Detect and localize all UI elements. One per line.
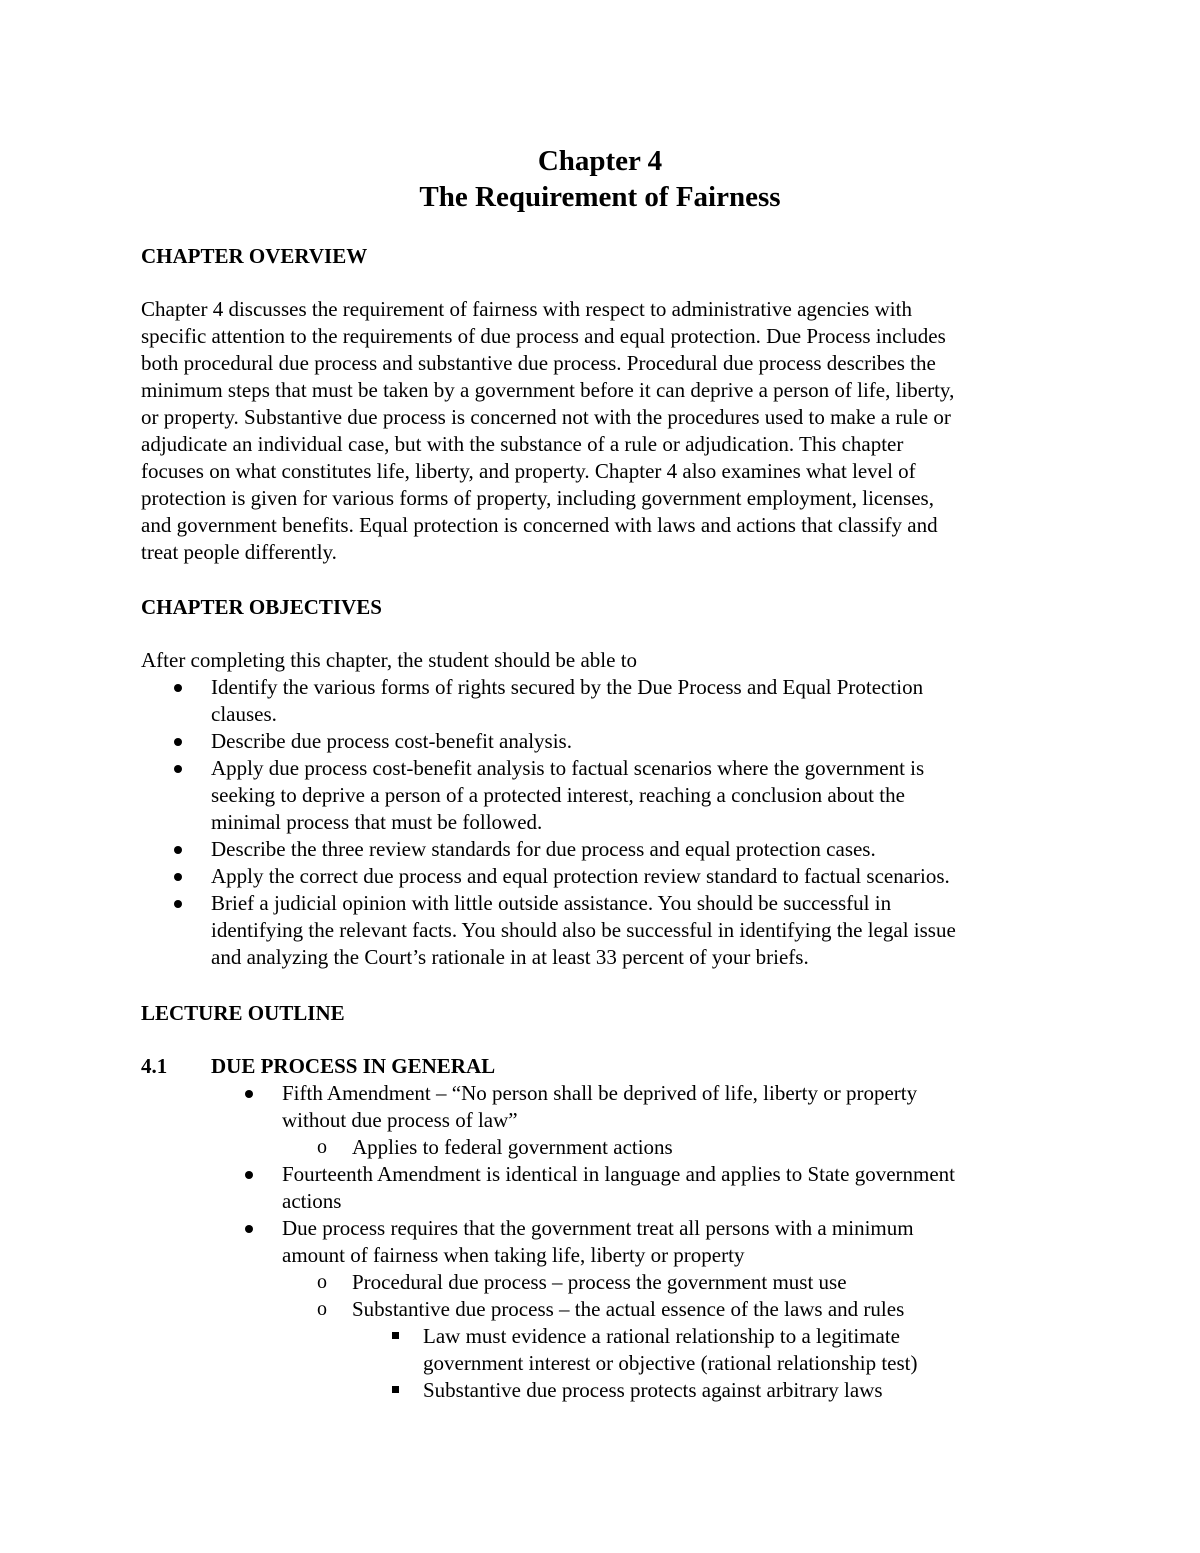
overview-line: focuses on what constitutes life, liberty, and property. Chapter 4 also examines what level of xyxy=(141,459,916,483)
section-number: 4.1 xyxy=(141,1054,168,1078)
square-bullet-icon xyxy=(392,1332,399,1339)
bullet-dot-icon xyxy=(245,1090,253,1098)
lecture-outline-heading: LECTURE OUTLINE xyxy=(141,1001,345,1025)
bullet-dot-icon xyxy=(245,1225,253,1233)
overview-line: and government benefits. Equal protection is concerned with laws and actions that classify and xyxy=(141,513,938,537)
outline-item: Fourteenth Amendment is identical in language and applies to State government actions xyxy=(141,1161,1071,1215)
section-title: DUE PROCESS IN GENERAL xyxy=(211,1054,496,1078)
chapter-name: The Requirement of Fairness xyxy=(419,181,781,213)
outline-subitem: o Applies to federal government actions xyxy=(317,1135,673,1159)
list-item: Describe due process cost-benefit analysis. xyxy=(141,728,1071,755)
section-heading xyxy=(141,1053,495,1080)
lecture-outline xyxy=(141,1080,1071,1404)
objectives-intro: After completing this chapter, the student should be able to xyxy=(141,648,638,672)
square-bullet-icon xyxy=(392,1386,399,1393)
list-item: Identify the various forms of rights secured by the Due Process and Equal Protection clauses. xyxy=(141,674,1071,728)
bullet-dot-icon xyxy=(174,846,182,854)
overview-line: treat people differently. xyxy=(141,540,337,564)
overview-line: adjudicate an individual case, but with the substance of a rule or adjudication. This chapter xyxy=(141,432,904,456)
objectives-heading: CHAPTER OBJECTIVES xyxy=(141,595,382,619)
outline-subitem: o Substantive due process – the actual essence of the laws and rules xyxy=(317,1297,905,1321)
outline-subsubitem: Substantive due process protects against arbitrary laws xyxy=(141,1377,1071,1404)
objectives-list xyxy=(141,674,1071,971)
circle-bullet-icon: o xyxy=(317,1298,327,1320)
bullet-dot-icon xyxy=(174,684,182,692)
list-item: Describe the three review standards for due process and equal protection cases. xyxy=(141,836,1071,863)
list-item: Brief a judicial opinion with little outside assistance. You should be successful in identifying the relevant facts. You should also be successful in identifying the legal issue and analyzing the Court’s rationale in at least 33 percent of your briefs. xyxy=(141,890,1071,971)
overview-line: protection is given for various forms of property, including government employment, licenses, xyxy=(141,486,934,510)
overview-line: specific attention to the requirements of due process and equal protection. Due Process includes xyxy=(141,324,946,348)
overview-line: or property. Substantive due process is concerned not with the procedures used to make a rule or xyxy=(141,405,951,429)
circle-bullet-icon: o xyxy=(317,1271,327,1293)
bullet-dot-icon xyxy=(174,738,182,746)
outline-subsubitem: Law must evidence a rational relationship to a legitimate government interest or objective (rational relationship test) xyxy=(141,1323,1071,1377)
chapter-title xyxy=(0,143,1200,215)
overview-heading: CHAPTER OVERVIEW xyxy=(141,244,368,268)
bullet-dot-icon xyxy=(245,1171,253,1179)
overview-line: Chapter 4 discusses the requirement of fairness with respect to administrative agencies with xyxy=(141,297,912,321)
bullet-dot-icon xyxy=(174,900,182,908)
outline-subitem: o Procedural due process – process the government must use xyxy=(317,1270,847,1294)
bullet-dot-icon xyxy=(174,873,182,881)
overview-paragraph xyxy=(141,296,1061,566)
overview-line: minimum steps that must be taken by a government before it can deprive a person of life, liberty, xyxy=(141,378,955,402)
outline-item: Due process requires that the government treat all persons with a minimum amount of fairness when taking life, liberty or property xyxy=(141,1215,1071,1269)
list-item: Apply due process cost-benefit analysis to factual scenarios where the government is seeking to deprive a person of a protected interest, reaching a conclusion about the minimal process that must be followed. xyxy=(141,755,1071,836)
bullet-dot-icon xyxy=(174,765,182,773)
outline-item: Fifth Amendment – “No person shall be deprived of life, liberty or property without due process of law” xyxy=(141,1080,1071,1134)
list-item: Apply the correct due process and equal protection review standard to factual scenarios. xyxy=(141,863,1071,890)
chapter-number: Chapter 4 xyxy=(537,145,663,177)
overview-line: both procedural due process and substantive due process. Procedural due process describes the xyxy=(141,351,936,375)
circle-bullet-icon: o xyxy=(317,1136,327,1158)
